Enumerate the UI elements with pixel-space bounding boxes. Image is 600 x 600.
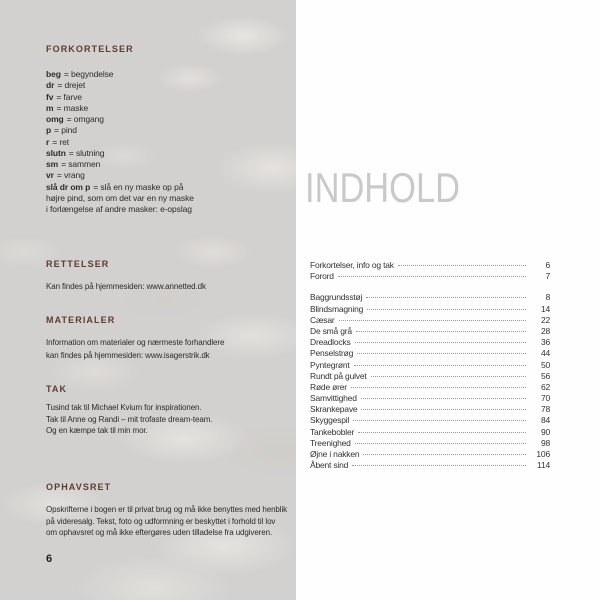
abbreviation-line	[46, 114, 292, 125]
toc-entry-label: De små grå	[310, 325, 352, 336]
toc-dots-leader	[358, 432, 526, 433]
toc-dots-leader	[352, 465, 526, 466]
toc-entry	[310, 460, 550, 471]
table-of-contents	[310, 260, 550, 471]
abbr-term: sm	[46, 159, 59, 169]
forkortelser-heading: FORKORTELSER	[46, 44, 134, 54]
abbr-definition: = sammen	[61, 159, 101, 169]
toc-entry	[310, 404, 550, 415]
toc-dots-leader	[361, 398, 526, 399]
abbreviation-line	[46, 170, 292, 181]
text-line: om ophavsret og må ikke eftergøres uden tilladelse fra udgiveren.	[46, 528, 273, 538]
text-line: Information om materialer og nærmeste forhandlere	[46, 338, 225, 347]
page-title: INDHOLD	[305, 164, 461, 211]
toc-entry	[310, 438, 550, 449]
abbreviation-line	[46, 137, 292, 148]
tak-heading: TAK	[46, 384, 68, 394]
toc-entry	[310, 360, 550, 371]
rettelser-heading: RETTELSER	[46, 259, 110, 269]
abbr-term: m	[46, 102, 54, 113]
toc-entry	[310, 427, 550, 438]
toc-dots-leader	[353, 420, 526, 421]
toc-dots-leader	[339, 320, 526, 321]
toc-entry	[310, 382, 550, 393]
abbreviation-line	[46, 193, 292, 204]
abbr-definition: = vrang	[56, 170, 85, 181]
toc-dots-leader	[363, 454, 526, 455]
abbr-term: beg	[46, 69, 61, 79]
toc-dots-leader	[338, 276, 526, 277]
toc-entry-page: 6	[545, 260, 550, 270]
abbr-definition: = drejet	[57, 80, 86, 91]
text-line: Og en kæmpe tak til min mor.	[46, 426, 148, 436]
section-rettelser	[46, 259, 292, 294]
rettelser-body	[46, 281, 292, 294]
tak-body	[46, 402, 292, 437]
abbr-term: dr	[46, 80, 55, 91]
toc-dots-leader	[356, 331, 526, 332]
abbr-definition: = begyndelse	[63, 69, 114, 79]
toc-entry	[310, 304, 550, 315]
toc-entry-page: 22	[540, 314, 550, 325]
toc-entry-page: 28	[540, 325, 550, 336]
toc-dots-leader	[371, 376, 526, 377]
abbreviation-line	[46, 80, 292, 91]
abbr-definition: = pind	[54, 125, 77, 136]
toc-entry-page: 84	[540, 415, 550, 426]
text-line: på videresalg. Tekst, foto og udformning er beskyttet i forhold til lov	[46, 516, 276, 526]
abbr-definition: = slå en ny maske op på	[93, 181, 184, 192]
toc-entry-label: Penselstrøg	[310, 348, 354, 359]
toc-entry-label: Skyggespil	[310, 415, 350, 426]
abbr-term: vr	[46, 170, 54, 181]
toc-entry-label: Rundt på gulvet	[310, 370, 367, 381]
toc-entry-label: Forkortelser, info og tak	[310, 260, 394, 270]
toc-dots-leader	[398, 265, 526, 266]
toc-entry-page: 44	[540, 348, 550, 359]
abbreviation-line	[46, 159, 292, 170]
toc-entry	[310, 326, 550, 337]
toc-entry	[310, 371, 550, 382]
toc-entry	[310, 393, 550, 404]
toc-chapters	[310, 292, 550, 471]
abbr-definition: = slutning	[68, 147, 105, 158]
abbreviation-line	[46, 204, 292, 215]
toc-front-matter	[310, 260, 550, 282]
toc-entry-page: 106	[536, 449, 550, 459]
toc-dots-leader	[351, 387, 526, 388]
toc-entry-page: 56	[540, 370, 550, 381]
text-line: Tusind tak til Michael Kvium for inspirationen.	[46, 403, 202, 412]
toc-entry	[310, 337, 550, 348]
toc-entry-label: Skrankepave	[310, 404, 358, 415]
abbr-term: p	[46, 125, 52, 136]
toc-dots-leader	[355, 342, 526, 343]
toc-entry-label: Åbent sind	[310, 460, 349, 471]
abbr-definition: = farve	[56, 91, 82, 102]
abbr-term: slutn	[46, 147, 66, 158]
toc-entry-page: 78	[540, 404, 550, 415]
abbreviation-line	[46, 148, 292, 159]
toc-entry-page: 8	[545, 292, 550, 303]
toc-entry-page: 7	[545, 271, 550, 282]
toc-dots-leader	[354, 365, 526, 366]
toc-entry-label: Tankebobler	[310, 426, 355, 437]
abbreviation-line	[46, 182, 292, 193]
abbr-term: fv	[46, 91, 54, 102]
toc-entry-page: 36	[540, 337, 550, 348]
materialer-heading: MATERIALER	[46, 315, 116, 325]
text-line: kan findes på hjemmesiden: www.isagerstrik.dk	[46, 350, 210, 360]
section-materialer	[46, 315, 292, 362]
section-tak	[46, 384, 292, 437]
toc-entry	[310, 292, 550, 303]
abbreviation-line	[46, 92, 292, 103]
toc-entry	[310, 260, 550, 271]
abbr-term: r	[46, 136, 50, 147]
section-forkortelser	[46, 44, 292, 215]
toc-entry-label: Treenighed	[310, 437, 351, 448]
toc-entry-label: Røde ører	[310, 381, 347, 392]
left-page	[0, 0, 296, 600]
abbr-definition: i forlængelse af andre masker: e-opslag	[46, 204, 192, 214]
toc-dots-leader	[355, 443, 526, 444]
toc-entry-page: 14	[540, 303, 550, 314]
text-line: Tak til Anne og Randi – mit trofaste dream-team.	[46, 414, 213, 424]
toc-dots-leader	[366, 297, 526, 298]
toc-entry-label: Baggrundsstøj	[310, 292, 363, 303]
toc-dots-leader	[367, 309, 526, 310]
toc-entry-label: Pyntegrønt	[310, 359, 350, 370]
toc-entry-label: Cæsar	[310, 314, 335, 325]
toc-entry	[310, 415, 550, 426]
toc-entry	[310, 449, 550, 460]
toc-entry-page: 90	[540, 426, 550, 437]
toc-dots-leader	[357, 353, 526, 354]
toc-entry-label: Samvittighed	[310, 393, 357, 404]
right-page	[296, 0, 600, 600]
toc-entry-label: Øjne i nakken	[310, 449, 360, 459]
text-line: Kan findes på hjemmesiden: www.annetted.dk	[46, 282, 206, 291]
toc-entry-label: Forord	[310, 271, 334, 282]
ophavsret-body	[46, 504, 292, 539]
abbreviation-list	[46, 69, 292, 215]
toc-entry-label: Dreadlocks	[310, 337, 351, 348]
abbr-definition: = maske	[56, 102, 89, 113]
toc-entry	[310, 348, 550, 359]
page-number: 6	[46, 553, 53, 565]
abbr-term: omg	[46, 114, 64, 124]
ophavsret-heading: OPHAVSRET	[46, 482, 112, 492]
materialer-body	[46, 337, 292, 362]
abbreviation-line	[46, 103, 292, 114]
section-ophavsret	[46, 482, 292, 539]
toc-entry-page: 114	[537, 460, 550, 471]
abbreviation-line	[46, 69, 292, 80]
toc-entry	[310, 315, 550, 326]
abbr-definition: = omgang	[66, 114, 104, 124]
abbr-definition: højre pind, som om det var en ny maske	[46, 192, 194, 203]
toc-entry-page: 98	[540, 437, 550, 448]
toc-entry-page: 50	[540, 359, 550, 370]
text-line: Opskrifterne i bogen er til privat brug og må ikke benyttes med henblik	[46, 505, 288, 514]
toc-entry	[310, 271, 550, 282]
toc-entry-label: Blindsmagning	[310, 303, 364, 314]
toc-dots-leader	[361, 409, 526, 410]
abbreviation-line	[46, 125, 292, 136]
toc-entry-page: 62	[540, 381, 550, 392]
abbr-term: slå dr om p	[46, 181, 91, 192]
toc-entry-page: 70	[540, 393, 550, 404]
abbr-definition: = ret	[52, 136, 69, 147]
